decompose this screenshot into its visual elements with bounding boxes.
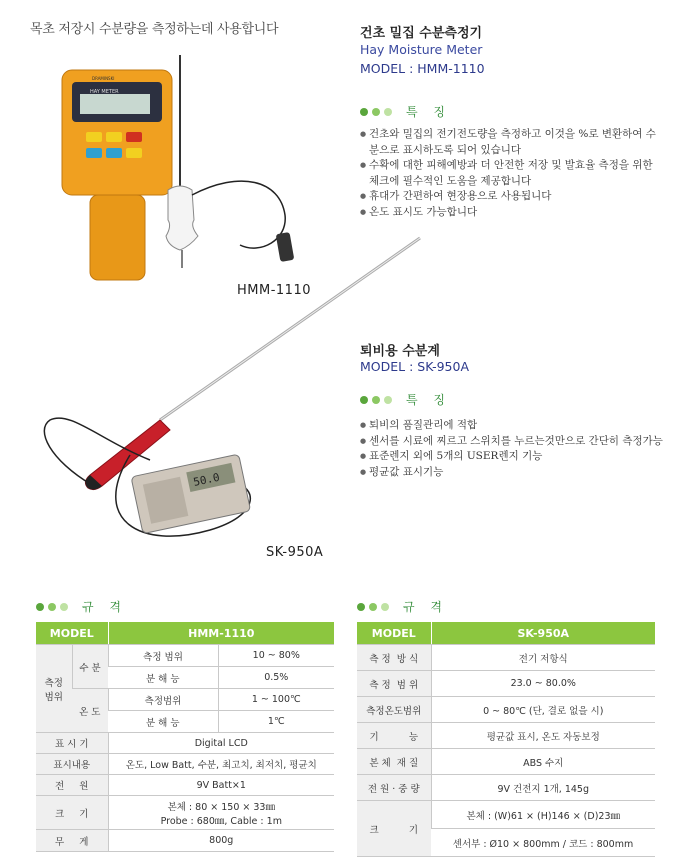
table-row — [357, 749, 655, 775]
size-line: Probe : 680㎜, Cable : 1m — [160, 815, 282, 827]
device-display-text: 50.0 — [192, 470, 221, 489]
table-row — [357, 697, 655, 723]
table-cell: Digital LCD — [108, 733, 334, 754]
row-label: 측정온도범위 — [357, 697, 431, 723]
table-row — [357, 645, 655, 671]
header-cell: MODEL — [357, 622, 431, 645]
bullet-dot-icon — [36, 603, 44, 611]
bullet-dot-icon — [384, 108, 392, 116]
row-label: 본 체 재 질 — [357, 749, 431, 775]
bullet-dot-icon — [372, 108, 380, 116]
bullet-dot-icon — [381, 603, 389, 611]
feature-item: ● 온도 표시도 가능합니다 — [360, 205, 680, 221]
feature-item: ● 평균값 표시기능 — [360, 465, 680, 481]
feature-item: 분으로 표시하도록 되어 있습니다 — [369, 143, 522, 156]
table-cell: ABS 수지 — [431, 749, 655, 775]
table-cell: 온도, Low Batt, 수분, 최고치, 최저치, 평균치 — [108, 754, 334, 775]
bullet-dot-icon — [60, 603, 68, 611]
header-cell: HMM-1110 — [108, 622, 334, 645]
table-row — [36, 645, 334, 667]
table-row — [36, 754, 334, 775]
bullet-dot-icon — [357, 603, 365, 611]
intro-text: 목초 저장시 수분량을 측정하는데 사용합니다 — [30, 22, 279, 37]
table-cell: 1℃ — [218, 711, 334, 733]
row-label: 표시내용 — [36, 754, 108, 775]
table-row — [357, 801, 655, 829]
row-label: 무 게 — [36, 830, 108, 852]
spec1-table — [36, 622, 334, 852]
table-cell: 평균값 표시, 온도 자동보정 — [431, 723, 655, 749]
row-label: 측 정 범 위 — [357, 671, 431, 697]
table-cell: 분 해 능 — [108, 711, 218, 733]
feature-item: ● 퇴비의 품질관리에 적합 — [360, 418, 680, 434]
table-row — [357, 775, 655, 801]
feature-item: ● 표준렌지 외에 5개의 USER렌지 기능 — [360, 449, 680, 465]
product1-caption: HMM-1110 — [237, 283, 311, 298]
device-brand-text: DRAMINSKI — [92, 76, 115, 81]
table-cell: 800g — [108, 830, 334, 852]
size-line: 본체 : 80 × 150 × 33㎜ — [167, 801, 275, 813]
table-row — [36, 775, 334, 796]
feature-item: ● 센서를 시료에 찌르고 스위치를 누르는것만으로 간단히 측정가능 — [360, 434, 680, 450]
table-cell: 센서부 : Ø10 × 800mm / 코드 : 800mm — [431, 829, 655, 857]
table-cell: 9V 건전지 1개, 145g — [431, 775, 655, 801]
table-row — [36, 796, 334, 830]
product2-features-heading: 특 징 — [360, 391, 451, 408]
table-row — [36, 689, 334, 711]
table-row — [36, 830, 334, 852]
table-cell: 9V Batt×1 — [108, 775, 334, 796]
product2-caption: SK-950A — [266, 545, 324, 560]
sk-950a-device-image — [30, 230, 430, 550]
product1-subtitle: Hay Moisture Meter — [360, 42, 483, 57]
product1-features-heading: 특 징 — [360, 103, 451, 120]
bullet-dot-icon — [48, 603, 56, 611]
bullet-dot-icon — [369, 603, 377, 611]
table-cell: 0 ~ 80℃ (단, 결로 없을 시) — [431, 697, 655, 723]
feature-item: ● 휴대가 간편하여 현장용으로 사용됩니다 — [360, 189, 680, 205]
spec2-heading: 규 격 — [357, 598, 448, 615]
table-cell: 본체 : (W)61 × (H)146 × (D)23㎜ — [431, 801, 655, 829]
product1-model: MODEL : HMM-1110 — [360, 61, 485, 76]
moisture-label: 수 분 — [72, 645, 108, 689]
table-cell: 0.5% — [218, 667, 334, 689]
table-cell: 전기 저항식 — [431, 645, 655, 671]
row-label: 측 정 방 식 — [357, 645, 431, 671]
table-cell: 측정 범위 — [108, 645, 218, 667]
table-cell: 23.0 ~ 80.0% — [431, 671, 655, 697]
temp-label: 온 도 — [72, 689, 108, 733]
table-cell: 분 해 능 — [108, 667, 218, 689]
table-cell: 10 ~ 80% — [218, 645, 334, 667]
feature-item: 체크에 필수적인 도움을 제공합니다 — [369, 174, 532, 187]
row-label: 기 능 — [357, 723, 431, 749]
product1-features-list — [360, 127, 680, 220]
feature-item: ● 수확에 대한 피해예방과 더 안전한 저장 및 발효율 측정을 위한 — [360, 158, 680, 174]
row-label: 크 기 — [357, 801, 431, 857]
bullet-dot-icon — [360, 108, 368, 116]
spec1-heading: 규 격 — [36, 598, 127, 615]
table-cell: 측정범위 — [108, 689, 218, 711]
table-row — [357, 723, 655, 749]
table-header-row — [36, 622, 334, 645]
table-header-row — [357, 622, 655, 645]
row-label: 전 원 — [36, 775, 108, 796]
row-label: 크 기 — [36, 796, 108, 830]
product2-title: 퇴비용 수분계 — [360, 344, 440, 359]
table-row — [36, 733, 334, 754]
product2-model: MODEL : SK-950A — [360, 359, 470, 374]
spec2-table — [357, 622, 655, 857]
product1-title: 건초 밀집 수분측정기 — [360, 26, 483, 41]
table-cell: 1 ~ 100℃ — [218, 689, 334, 711]
header-cell: SK-950A — [431, 622, 655, 645]
row-label: 표 시 기 — [36, 733, 108, 754]
device-screen-label: HAY METER — [90, 89, 119, 95]
header-cell: MODEL — [36, 622, 108, 645]
row-label: 전 원 · 중 량 — [357, 775, 431, 801]
feature-item: ● 건초와 밀집의 전기전도량을 측정하고 이것을 %로 변환하여 수 — [360, 127, 680, 143]
table-cell — [108, 796, 334, 830]
range-label: 측정 범위 — [36, 645, 72, 733]
table-row — [357, 671, 655, 697]
